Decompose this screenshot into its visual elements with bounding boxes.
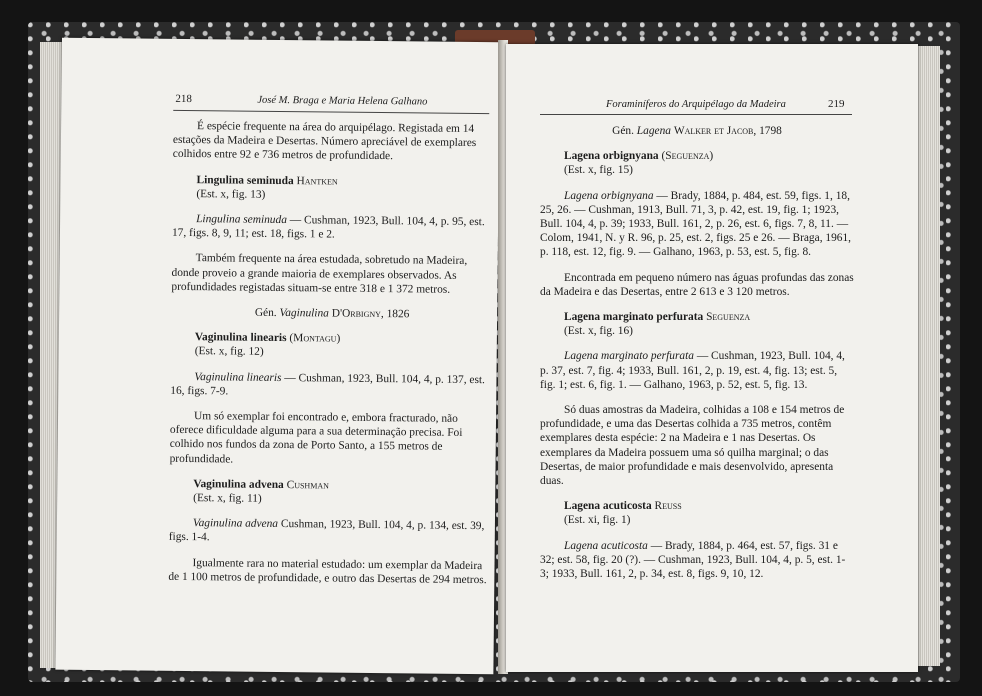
species-name: Lagena marginato perfurata (564, 311, 704, 324)
plate-reference: (Est. x, fig. 16) (564, 325, 633, 338)
page-number: 218 (175, 92, 192, 106)
synonymy-taxon: Lagena marginato perfurata (564, 350, 694, 363)
synonymy-entry (540, 349, 854, 392)
species-heading (169, 477, 491, 509)
page-body (540, 124, 854, 592)
header-rule (540, 114, 852, 115)
header-rule (173, 110, 489, 114)
synonymy-entry (540, 539, 854, 582)
body-paragraph: Só duas amostras da Madeira, colhidas a 108 e 154 metros de profundidade, e uma das Desertas colhida a 735 metros, contêm exemplares desta espécie: 2 na Madeira e 1 nas Desertas. Os exemplares da Madeira possuem uma só quilha marginal; o das Desertas, de maior profundidade e mais desenvolvido, apresenta duas. (540, 404, 845, 488)
species-heading (172, 172, 494, 204)
species-heading (171, 330, 493, 362)
species-author: Hantken (296, 174, 338, 188)
species-author: Cushman (286, 478, 329, 492)
species-heading (540, 310, 854, 338)
plate-reference: (Est. x, fig. 13) (196, 187, 266, 201)
body-paragraph: Um só exemplar foi encontrado e, embora fracturado, não oferece dificuldade alguma para a sua determinação precisa. Foi colhido nos fundos da zona de Porto Santo, a 155 metros de profundidade. (169, 410, 463, 466)
species-author: Seguenza (706, 311, 751, 324)
synonymy-entry (540, 189, 854, 260)
running-head: Foraminíferos do Arquipélago da Madeira (606, 99, 786, 110)
synonymy-text: — Cushman, 1923, Bull. 104, 4, p. 37, est. 7, fig. 4; 1933, Bull. 161, 2, p. 19, est. 4, fig. 13; est. 5, fig. 1; est. 6, fig. 1. — Galhano, 1963, p. 52, est. 5, fig. 13. (540, 350, 845, 391)
page-body (168, 119, 495, 598)
synonymy-text: — Brady, 1884, p. 464, est. 57, figs. 31 e 32; est. 58, fig. 20 (?). — Cushman, 1923, Bull. 104, 4, p. 5, est. 1-3; 1933, Bull. 161, 2, p. 34, est. 8, figs. 9, 10, 12. (540, 539, 846, 581)
plate-reference: (Est. x, fig. 11) (193, 492, 262, 505)
synonymy-text: Cushman, 1923, Bull. 104, 4, p. 134, est. 39, figs. 1-4. (168, 518, 485, 544)
left-page (55, 38, 500, 675)
synonymy-taxon: Vaginulina linearis (194, 370, 282, 384)
species-heading (540, 149, 854, 177)
synonymy-entry (172, 212, 494, 244)
body-paragraph: Encontrada em pequeno número nas águas profundas das zonas da Madeira e das Desertas, entre 2 613 e 3 120 metros. (540, 271, 854, 298)
synonymy-taxon: Lagena orbignyana (564, 189, 654, 202)
species-name: Lagena orbignyana (564, 150, 659, 163)
body-paragraph: Também frequente na área estudada, sobretudo na Madeira, donde proveio a grande maioria de exemplares observados. As profundidades registadas situam-se entre 318 e 1 372 metros. (171, 252, 468, 296)
genus-prefix: Gén. (612, 125, 634, 137)
genus-name: Vaginulina (279, 307, 329, 320)
running-head: José M. Braga e Maria Helena Galhano (257, 94, 428, 108)
species-name: Vaginulina advena (193, 477, 284, 491)
plate-reference: (Est. x, fig. 12) (194, 345, 264, 359)
genus-author: D'Orbigny, 1826 (331, 307, 410, 321)
genus-author: Walker et Jacob, 1798 (673, 125, 782, 137)
species-author: Reuss (654, 500, 682, 513)
genus-heading (540, 124, 854, 138)
species-heading (540, 499, 854, 527)
synonymy-text: — Cushman, 1923, Bull. 104, 4, p. 95, est. 17, figs. 8, 9, 11; est. 18, figs. 1 e 2. (171, 214, 485, 241)
synonymy-entry (170, 370, 492, 402)
species-name: Lagena acuticosta (564, 500, 652, 513)
body-paragraph: É espécie frequente na área do arquipélago. Registada em 14 estações da Madeira e Desertas. Número apreciável de exemplares colhidos entre 92 e 736 metros de profundidade. (172, 120, 477, 163)
synonymy-text: — Brady, 1884, p. 484, est. 59, figs. 1, 18, 25, 26. — Cushman, 1913, Bull. 71, 3, p. 42, est. 19, fig. 1; 1923, Bull. 104, 4, p. 39; 1933, Bull. 161, 2, p. 26, est. 6, figs. 7, 8, 11. — Colom, 1941, N. y R. 96, p. 25, est. 2, figs. 25 e 26. — Braga, 1961, p. 118, est. 12, fig. 9. — Galhano, 1963, p. 53, est. 5, fig. 8. (540, 189, 852, 259)
species-name: Vaginulina linearis (194, 331, 287, 345)
plate-reference: (Est. xi, fig. 1) (564, 514, 631, 527)
page-edges-right (916, 46, 940, 666)
species-name: Lingulina seminuda (196, 173, 294, 187)
body-paragraph: Igualmente rara no material estudado: um exemplar da Madeira de 1 100 metros de profundidade, e outro das Desertas de 294 metros. (168, 556, 487, 587)
right-page (506, 44, 918, 672)
synonymy-taxon: Lagena acuticosta (564, 539, 648, 552)
genus-heading (171, 305, 493, 323)
page-number: 219 (828, 98, 845, 110)
genus-name: Lagena (636, 125, 671, 137)
synonymy-taxon: Vaginulina advena (192, 517, 279, 531)
genus-prefix: Gén. (254, 306, 277, 320)
synonymy-entry (169, 516, 491, 548)
species-author: (Montagu) (289, 332, 341, 345)
species-author: (Seguenza) (661, 150, 714, 163)
plate-reference: (Est. x, fig. 15) (564, 164, 633, 177)
synonymy-text: — Cushman, 1923, Bull. 104, 4, p. 137, est. 16, figs. 7-9. (170, 371, 486, 398)
synonymy-taxon: Lingulina seminuda (196, 213, 288, 227)
